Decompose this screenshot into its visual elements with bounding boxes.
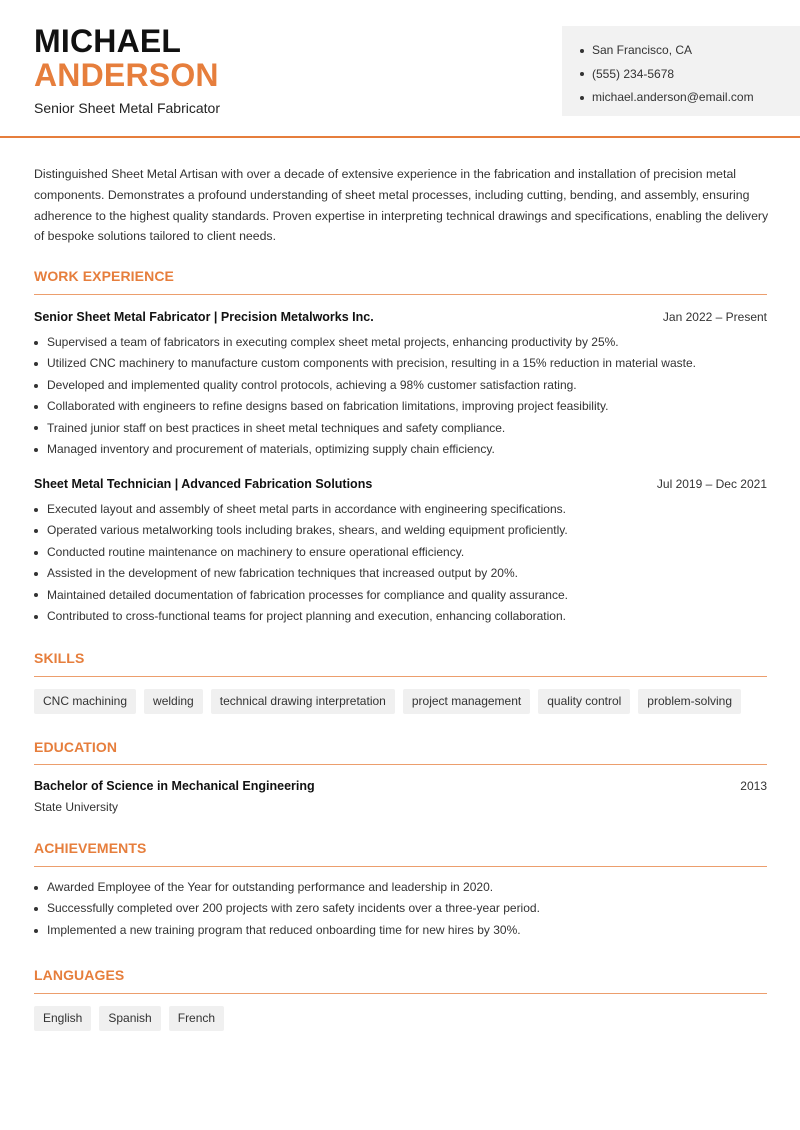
list-item [34, 606, 767, 627]
job-header [34, 310, 767, 324]
contact-location [580, 39, 800, 63]
list-item [34, 396, 767, 417]
bullet-icon [34, 929, 38, 933]
section-title-languages: LANGUAGES [34, 967, 125, 983]
job-role: Sheet Metal Technician | Advanced Fabrication Solutions [34, 477, 373, 491]
list-item [34, 520, 767, 541]
bullet-icon [580, 96, 584, 100]
bullet-icon [34, 384, 38, 388]
contact-phone [580, 63, 800, 87]
bullet-icon [34, 405, 38, 409]
bullet-text: Utilized CNC machinery to manufacture custom components with precision, resulting in a 15% reduction in material waste. [47, 356, 696, 371]
bullet-text: Assisted in the development of new fabrication techniques that increased output by 20%. [47, 566, 518, 581]
bullet-text: Supervised a team of fabricators in executing complex sheet metal projects, enhancing productivity by 25%. [47, 335, 619, 349]
section-divider [34, 676, 767, 677]
section-divider [34, 993, 767, 994]
list-item [34, 418, 767, 439]
bullet-text: Managed inventory and procurement of materials, optimizing supply chain efficiency. [47, 442, 495, 457]
bullet-icon [580, 49, 584, 53]
first-name: MICHAEL [34, 23, 182, 59]
bullet-icon [34, 448, 38, 452]
bullet-text: Trained junior staff on best practices in sheet metal techniques and safety compliance. [47, 420, 506, 435]
bullet-text: Maintained detailed documentation of fabrication processes for compliance and quality assurance. [47, 587, 568, 602]
section-title-education: EDUCATION [34, 739, 118, 755]
skill-chip: quality control [538, 689, 630, 714]
skill-chip: CNC machining [34, 689, 136, 714]
list-item [34, 585, 767, 606]
job-role: Senior Sheet Metal Fabricator | Precision Metalworks Inc. [34, 310, 374, 324]
bullet-text: Executed layout and assembly of sheet metal parts in accordance with engineering specifications. [47, 502, 566, 516]
list-item [34, 542, 767, 563]
bullet-icon [34, 907, 38, 911]
list-item [34, 332, 767, 353]
bullet-icon [34, 362, 38, 366]
skill-chip: problem-solving [638, 689, 741, 714]
skill-chip: project management [403, 689, 530, 714]
achievements-list [34, 877, 767, 941]
bullet-text: Operated various metalworking tools including brakes, shears, and welding equipment proficiently. [47, 523, 568, 538]
bullet-icon [34, 529, 38, 533]
section-title-achievements: ACHIEVEMENTS [34, 840, 147, 856]
bullet-text: Collaborated with engineers to refine designs based on fabrication limitations, improving project feasibility. [47, 399, 609, 414]
location-text: San Francisco, CA [592, 43, 693, 57]
list-item [34, 877, 767, 898]
bullet-text: Awarded Employee of the Year for outstanding performance and leadership in 2020. [47, 880, 494, 894]
bullet-icon [34, 426, 38, 430]
list-item [34, 920, 767, 941]
skill-chip: technical drawing interpretation [211, 689, 395, 714]
bullet-text: Implemented a new training program that reduced onboarding time for new hires by 30%. [47, 922, 521, 937]
section-title-skills: SKILLS [34, 650, 85, 666]
school-name: State University [34, 800, 119, 814]
job-header [34, 477, 767, 491]
list-item [34, 353, 767, 374]
email-text: michael.anderson@email.com [592, 90, 754, 104]
list-item [34, 499, 767, 520]
bullet-icon [34, 886, 38, 890]
resume-header [0, 0, 800, 138]
contact-email [580, 86, 800, 110]
section-divider [34, 294, 767, 295]
bullet-icon [34, 615, 38, 619]
bullet-text: Successfully completed over 200 projects with zero safety incidents over a three-year period. [47, 901, 540, 916]
skill-chip: welding [144, 689, 203, 714]
section-divider [34, 764, 767, 765]
bullet-icon [34, 341, 38, 345]
list-item [34, 375, 767, 396]
job-dates: Jan 2022 – Present [662, 310, 767, 324]
job-bullets [34, 499, 767, 627]
language-chip: French [169, 1006, 224, 1031]
bullet-icon [34, 508, 38, 512]
phone-text: (555) 234-5678 [592, 66, 675, 81]
bullet-text: Developed and implemented quality control protocols, achieving a 98% customer satisfaction rating. [47, 377, 577, 392]
section-divider [34, 866, 767, 867]
language-chip: English [34, 1006, 91, 1031]
job-title: Senior Sheet Metal Fabricator [34, 100, 220, 116]
contact-box [562, 26, 800, 116]
education-header [34, 779, 767, 793]
language-chip: Spanish [99, 1006, 160, 1031]
job-dates: Jul 2019 – Dec 2021 [656, 477, 767, 491]
last-name: ANDERSON [34, 57, 219, 93]
bullet-icon [34, 593, 38, 597]
list-item [34, 898, 767, 919]
bullet-icon [34, 572, 38, 576]
list-item [34, 439, 767, 460]
degree-title: Bachelor of Science in Mechanical Engineering [34, 779, 315, 793]
job-bullets [34, 332, 767, 460]
bullet-icon [580, 72, 584, 76]
graduation-year: 2013 [740, 779, 767, 793]
bullet-icon [34, 551, 38, 555]
languages-list [34, 1006, 224, 1031]
bullet-text: Conducted routine maintenance on machinery to ensure operational efficiency. [47, 544, 465, 559]
list-item [34, 563, 767, 584]
skills-list [34, 689, 741, 714]
bullet-text: Contributed to cross-functional teams for project planning and execution, enhancing collaboration. [47, 609, 566, 624]
section-title-work: WORK EXPERIENCE [34, 268, 174, 284]
professional-summary: Distinguished Sheet Metal Artisan with over a decade of extensive experience in the fabrication and installation of precision metal components. Demonstrates a profound understanding of sheet metal processes, including cutting, bending, and assembly, ensuring adherence to the highest quality standards. Proven expertise in interpreting technical drawings and specifications, enabling the delivery of bespoke solutions tailored to client needs. [34, 167, 769, 244]
